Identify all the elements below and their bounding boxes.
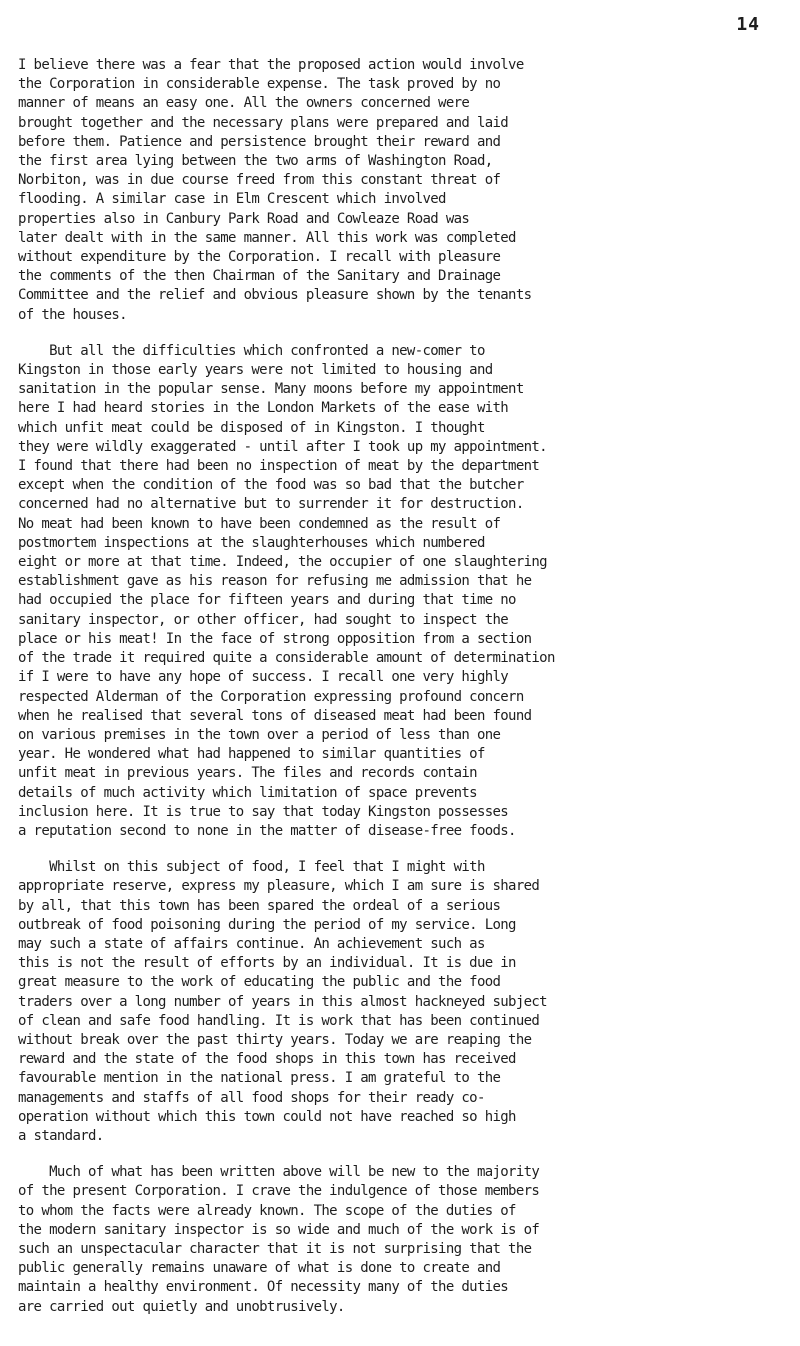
text-line: of the present Corporation. I crave the indulgence of those members <box>18 1183 540 1200</box>
text-line: reward and the state of the food shops in this town has received <box>18 1051 516 1068</box>
text-line: here I had heard stories in the London Markets of the ease with <box>18 400 509 417</box>
text-line: on various premises in the town over a period of less than one <box>18 726 501 743</box>
text-line: I found that there had been no inspection of meat by the department <box>18 458 540 475</box>
text-line: appropriate reserve, express my pleasure, which I am sure is shared <box>18 878 540 895</box>
text-line: Committee and the relief and obvious pleasure shown by the tenants <box>18 287 532 304</box>
text-line: had occupied the place for fifteen years and during that time no <box>18 592 516 609</box>
text-line: managements and staffs of all food shops for their ready co- <box>18 1089 485 1106</box>
text-line: the first area lying between the two arms of Washington Road, <box>18 153 493 170</box>
document-body <box>18 56 798 1334</box>
text-line: they were wildly exaggerated - until after I took up my appointment. <box>18 438 547 455</box>
text-line: to whom the facts were already known. The scope of the duties of <box>18 1202 516 1219</box>
text-line: without break over the past thirty years. Today we are reaping the <box>18 1031 532 1048</box>
text-line: by all, that this town has been spared the ordeal of a serious <box>18 897 501 914</box>
text-line: operation without which this town could not have reached so high <box>18 1108 516 1125</box>
text-line: Kingston in those early years were not limited to housing and <box>18 362 493 379</box>
text-line: such an unspectacular character that it is not surprising that the <box>18 1240 532 1257</box>
text-line: when he realised that several tons of diseased meat had been found <box>18 707 532 724</box>
text-line: I believe there was a fear that the proposed action would involve <box>18 57 524 73</box>
text-line: great measure to the work of educating the public and the food <box>18 974 501 991</box>
text-line: are carried out quietly and unobtrusively. <box>18 1298 345 1315</box>
text-line: flooding. A similar case in Elm Crescent which involved <box>18 191 446 208</box>
text-line: No meat had been known to have been condemned as the result of <box>18 515 501 532</box>
text-line: the modern sanitary inspector is so wide and much of the work is of <box>18 1221 540 1238</box>
text-line: of the trade it required quite a considerable amount of determination <box>18 650 555 667</box>
text-line: respected Alderman of the Corporation expressing profound concern <box>18 688 524 705</box>
text-line: traders over a long number of years in this almost hackneyed subject <box>18 993 547 1010</box>
paragraph-meat-inspection <box>18 342 798 841</box>
text-line: outbreak of food poisoning during the period of my service. Long <box>18 916 516 933</box>
text-line: the Corporation in considerable expense. The task proved by no <box>18 76 501 93</box>
text-line: except when the condition of the food was so bad that the butcher <box>18 477 524 494</box>
text-line: which unfit meat could be disposed of in Kingston. I thought <box>18 419 485 436</box>
text-line: public generally remains unaware of what is done to create and <box>18 1260 501 1277</box>
text-line: postmortem inspections at the slaughterhouses which numbered <box>18 534 485 551</box>
text-line: if I were to have any hope of success. I recall one very highly <box>18 669 509 686</box>
text-line: Much of what has been written above will be new to the majority <box>18 1164 540 1181</box>
text-line: the comments of the then Chairman of the Sanitary and Drainage <box>18 268 501 285</box>
text-line: without expenditure by the Corporation. I recall with pleasure <box>18 249 501 266</box>
text-line: of clean and safe food handling. It is work that has been continued <box>18 1012 540 1029</box>
text-line: of the houses. <box>18 306 127 323</box>
paragraph-food-safety <box>18 858 798 1146</box>
text-line: maintain a healthy environment. Of necessity many of the duties <box>18 1279 509 1296</box>
text-line: manner of means an easy one. All the owners concerned were <box>18 95 470 112</box>
text-line: But all the difficulties which confronted a new-comer to <box>18 342 485 359</box>
text-line: Whilst on this subject of food, I feel that I might with <box>18 859 485 876</box>
paragraph-conclusion <box>18 1163 798 1317</box>
text-line: details of much activity which limitation of space prevents <box>18 784 477 801</box>
text-line: brought together and the necessary plans were prepared and laid <box>18 114 509 131</box>
text-line: a standard. <box>18 1127 104 1144</box>
text-line: unfit meat in previous years. The files and records contain <box>18 765 477 782</box>
text-line: this is not the result of efforts by an individual. It is due in <box>18 955 516 972</box>
text-line: Norbiton, was in due course freed from this constant threat of <box>18 172 501 189</box>
text-line: sanitary inspector, or other officer, had sought to inspect the <box>18 611 509 628</box>
text-line: before them. Patience and persistence brought their reward and <box>18 133 501 150</box>
text-line: place or his meat! In the face of strong opposition from a section <box>18 630 532 647</box>
text-line: concerned had no alternative but to surrender it for destruction. <box>18 496 524 513</box>
text-line: properties also in Canbury Park Road and Cowleaze Road was <box>18 210 470 227</box>
text-line: later dealt with in the same manner. All this work was completed <box>18 229 516 246</box>
text-line: inclusion here. It is true to say that today Kingston possesses <box>18 803 509 820</box>
text-line: eight or more at that time. Indeed, the occupier of one slaughtering <box>18 554 547 571</box>
text-line: sanitation in the popular sense. Many moons before my appointment <box>18 381 524 398</box>
text-line: favourable mention in the national press. I am grateful to the <box>18 1070 501 1087</box>
text-line: may such a state of affairs continue. An achievement such as <box>18 935 485 952</box>
paragraph-flooding <box>18 56 798 325</box>
text-line: a reputation second to none in the matter of disease-free foods. <box>18 822 516 839</box>
text-line: year. He wondered what had happened to similar quantities of <box>18 746 485 763</box>
page-number: 14 <box>736 14 760 35</box>
text-line: establishment gave as his reason for refusing me admission that he <box>18 573 532 590</box>
